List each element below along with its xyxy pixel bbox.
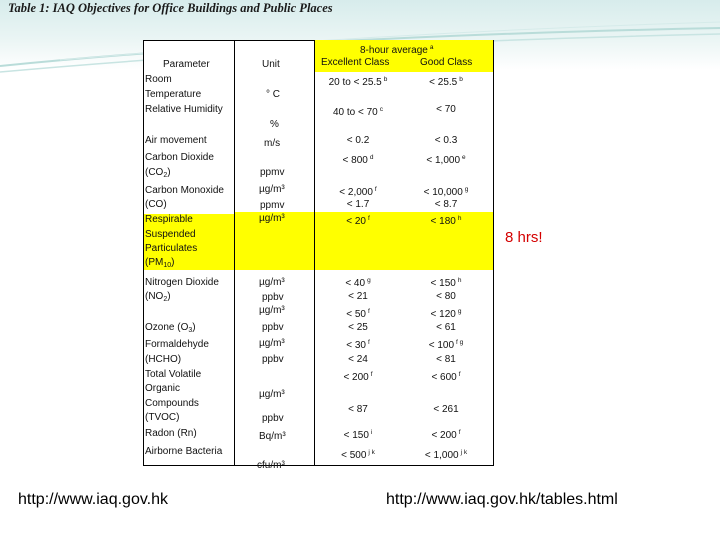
unit-ugm3: µg/m³ xyxy=(259,277,285,288)
param-rel-humidity: Relative Humidity xyxy=(145,104,223,115)
excellent-tvoc: < 87 xyxy=(348,404,368,415)
excellent-rh: 40 to < 70 $^c$ xyxy=(332,106,383,118)
param-rsp: $(PM_{10})$ xyxy=(145,257,175,269)
excellent-no2: < 40 $^g$ xyxy=(345,277,371,289)
param-tvoc: (TVOC) xyxy=(145,412,180,423)
good-ozone: < 120 $^g$ xyxy=(430,308,462,320)
unit-ugm3: µg/m³ xyxy=(259,338,285,349)
eight-hours-note: 8 hrs! xyxy=(505,229,543,246)
excellent-ozone: < 25 xyxy=(348,322,368,333)
good-hcho: < 100 $^{f g}$ xyxy=(428,339,464,351)
param-rsp: Particulates xyxy=(145,243,198,254)
excellent-hcho: < 30 $^f$ xyxy=(346,339,370,351)
excellent-bacteria: < 500 $^{j k}$ xyxy=(341,449,375,461)
unit-ppmv: ppmv xyxy=(260,167,285,178)
header-good: Good Class xyxy=(420,57,473,68)
param-hcho: (HCHO) xyxy=(145,354,182,365)
param-co: Carbon Monoxide xyxy=(145,185,224,196)
unit-ugm3: µg/m³ xyxy=(259,213,285,224)
param-room-temp: Room xyxy=(145,74,172,85)
excellent-co: < 1.7 xyxy=(346,199,370,210)
good-co2: < 1,000 $^e$ xyxy=(426,154,466,166)
page-title: Table 1: IAQ Objectives for Office Buildings and Public Places xyxy=(8,1,333,15)
param-room-temp: Temperature xyxy=(145,89,202,100)
param-radon: Radon (Rn) xyxy=(145,428,197,439)
param-tvoc: Total Volatile xyxy=(145,369,202,380)
excellent-rsp: < 20 $^f$ xyxy=(346,215,370,227)
excellent-ozone: < 50 $^f$ xyxy=(346,308,370,320)
unit-temp: ° C xyxy=(266,89,280,100)
param-rsp: Suspended xyxy=(145,229,196,240)
good-no2: < 150 $^h$ xyxy=(430,277,462,289)
excellent-air: < 0.2 xyxy=(346,135,370,146)
param-no2: $(NO_2)$ xyxy=(145,291,171,303)
header-8hour: 8-hour average $^a$ xyxy=(360,44,434,56)
unit-ugm3: µg/m³ xyxy=(259,184,285,195)
iaq-tables-link[interactable]: http://www.iaq.gov.hk/tables.html xyxy=(386,491,618,508)
unit-ppbv: ppbv xyxy=(262,413,284,424)
good-co: < 10,000 $^g$ xyxy=(423,186,469,198)
unit-percent: % xyxy=(270,119,279,130)
good-tvoc: < 600 $^f$ xyxy=(431,371,461,383)
unit-ppbv: ppbv xyxy=(262,354,284,365)
good-rh: < 70 xyxy=(436,104,456,115)
good-ozone: < 61 xyxy=(436,322,456,333)
excellent-co2: < 800 $^d$ xyxy=(342,154,374,166)
param-hcho: Formaldehyde xyxy=(145,339,209,350)
param-no2: Nitrogen Dioxide xyxy=(145,277,219,288)
good-air: < 0.3 xyxy=(434,135,458,146)
unit-ugm3: µg/m³ xyxy=(259,305,285,316)
column-divider xyxy=(234,40,235,466)
good-rsp: < 180 $^h$ xyxy=(430,215,462,227)
excellent-no2: < 21 xyxy=(348,291,368,302)
good-co: < 8.7 xyxy=(434,199,458,210)
good-temp: < 25.5 $^b$ xyxy=(429,76,463,88)
header-unit: Unit xyxy=(262,59,280,70)
iaq-home-link[interactable]: http://www.iaq.gov.hk xyxy=(18,491,168,508)
param-tvoc: Organic xyxy=(145,383,181,394)
good-tvoc: < 261 xyxy=(433,404,459,415)
good-no2: < 80 xyxy=(436,291,456,302)
param-co: (CO) xyxy=(145,199,167,210)
good-radon: < 200 $^f$ xyxy=(431,429,461,441)
param-bacteria: Airborne Bacteria xyxy=(145,446,223,457)
header-parameter: Parameter xyxy=(163,59,210,70)
param-rsp: Respirable xyxy=(145,214,193,225)
header-excellent: Excellent Class xyxy=(321,57,390,68)
good-hcho: < 81 xyxy=(436,354,456,365)
excellent-radon: < 150 $^i$ xyxy=(343,429,373,441)
unit-ms: m/s xyxy=(264,138,281,149)
param-air-movement: Air movement xyxy=(145,135,207,146)
good-bacteria: < 1,000 $^{j k}$ xyxy=(424,449,468,461)
excellent-tvoc: < 200 $^f$ xyxy=(343,371,373,383)
param-tvoc: Compounds xyxy=(145,398,199,409)
excellent-temp: 20 to < 25.5 $^b$ xyxy=(328,76,388,88)
unit-ugm3: µg/m³ xyxy=(259,389,285,400)
unit-cfum3: cfu/m³ xyxy=(257,460,285,471)
excellent-co: < 2,000 $^f$ xyxy=(339,186,377,198)
unit-ppmv: ppmv xyxy=(260,200,285,211)
unit-ppbv: ppbv xyxy=(262,322,284,333)
param-co2: Carbon Dioxide xyxy=(145,152,214,163)
excellent-hcho: < 24 xyxy=(348,354,368,365)
param-ozone: Ozone $(O_3)$ xyxy=(145,322,196,334)
unit-ppbv: ppbv xyxy=(262,292,284,303)
param-co2: $(CO_2)$ xyxy=(145,167,171,179)
unit-bqm3: Bq/m³ xyxy=(259,431,286,442)
